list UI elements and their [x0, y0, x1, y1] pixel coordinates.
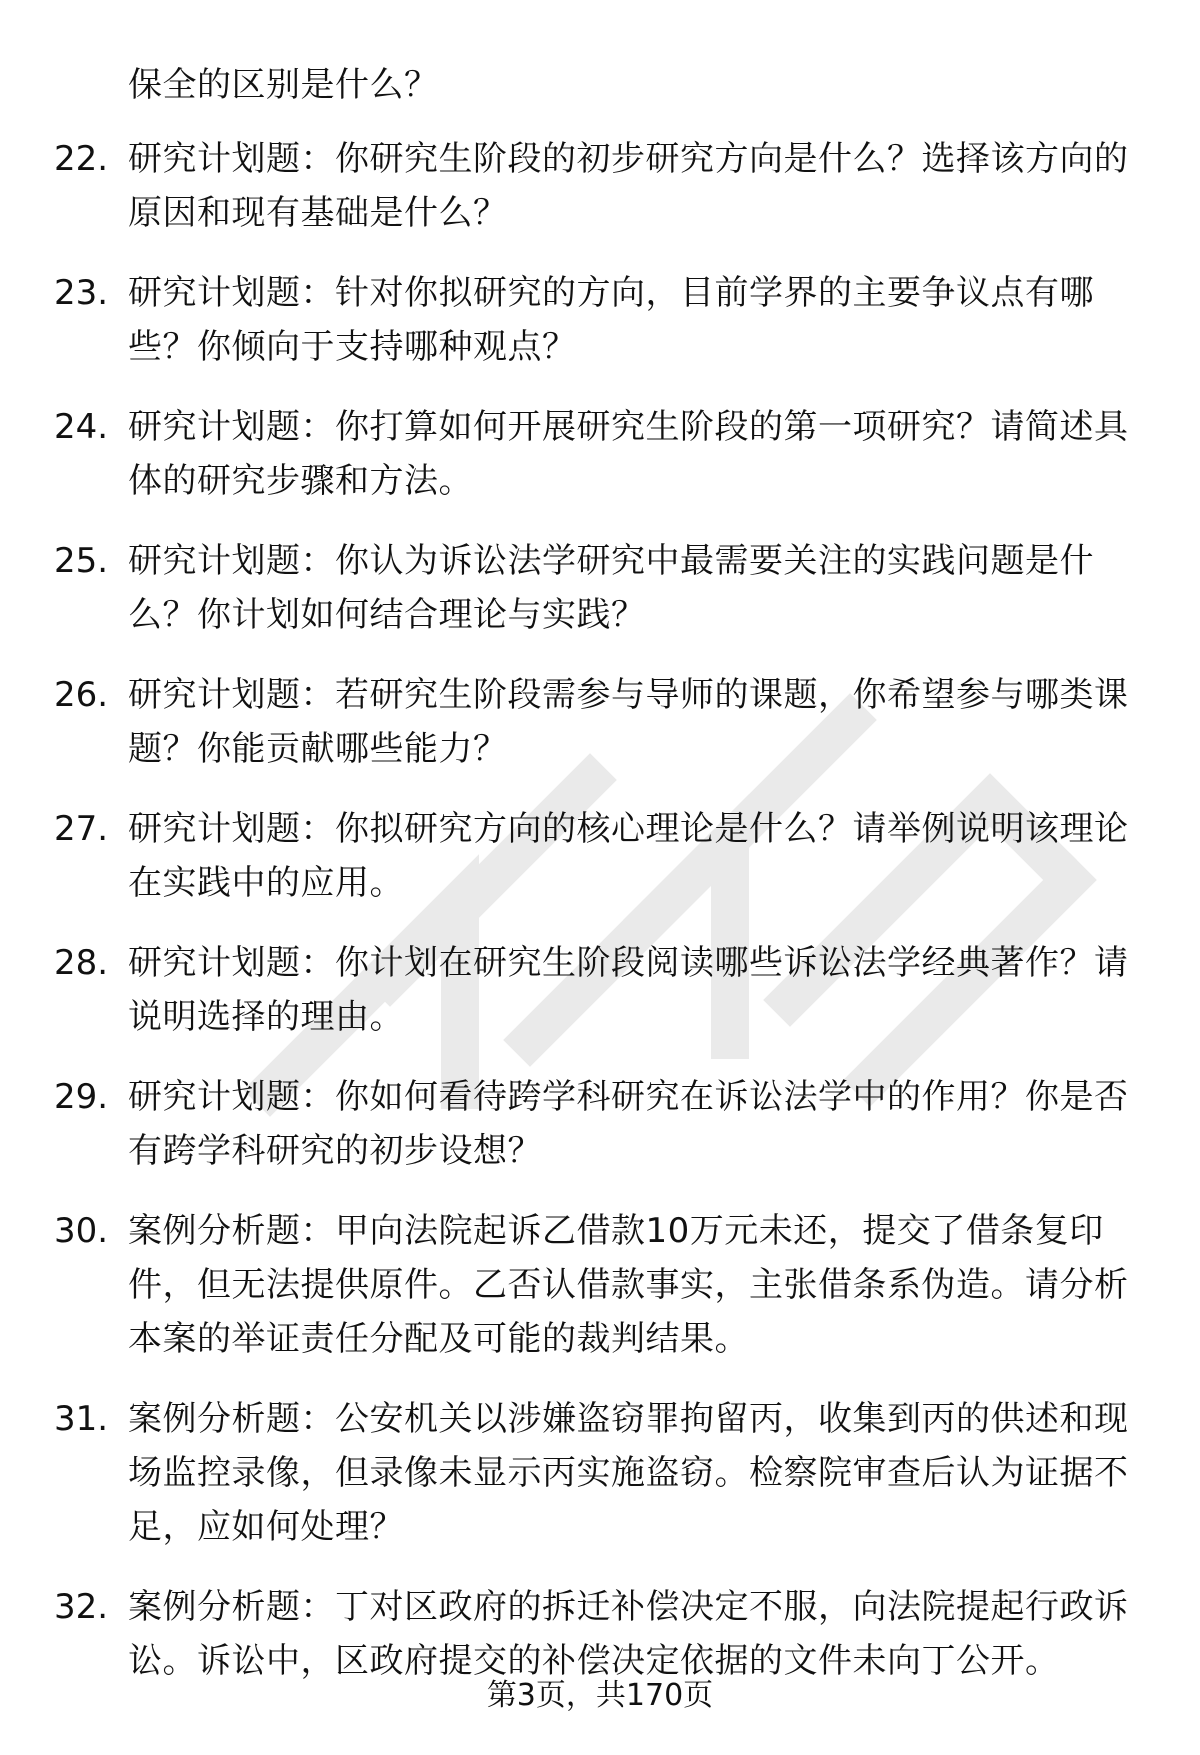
- question-text: 案例分析题：丁对区政府的拆迁补偿决定不服，向法院提起行政诉讼。诉讼中，区政府提交的补偿决定依据的文件未向丁公开。: [128, 1587, 1129, 1681]
- question-number: 28.: [54, 943, 109, 983]
- question-text: 研究计划题：针对你拟研究的方向，目前学界的主要争议点有哪些？你倾向于支持哪种观点？: [128, 273, 1094, 367]
- question-number: 29.: [54, 1077, 109, 1117]
- question-list: [0, 132, 1200, 1714]
- question-item-29: [0, 1070, 1200, 1178]
- question-number: 27.: [54, 809, 109, 849]
- question-number: 25.: [54, 541, 109, 581]
- question-item-30: [0, 1204, 1200, 1366]
- question-text: 案例分析题：公安机关以涉嫌盗窃罪拘留丙，收集到丙的供述和现场监控录像，但录像未显示丙实施盗窃。检察院审查后认为证据不足，应如何处理？: [128, 1399, 1129, 1547]
- question-number: 22.: [54, 139, 109, 179]
- question-text: 研究计划题：你认为诉讼法学研究中最需要关注的实践问题是什么？你计划如何结合理论与实践？: [128, 541, 1094, 635]
- question-number: 26.: [54, 675, 109, 715]
- question-text: 研究计划题：你如何看待跨学科研究在诉讼法学中的作用？你是否有跨学科研究的初步设想？: [128, 1077, 1129, 1171]
- question-item-24: [0, 400, 1200, 508]
- question-item-26: [0, 668, 1200, 776]
- question-text: 研究计划题：你研究生阶段的初步研究方向是什么？选择该方向的原因和现有基础是什么？: [128, 139, 1129, 233]
- question-number: 31.: [54, 1399, 109, 1439]
- question-item-23: [0, 266, 1200, 374]
- question-text: 案例分析题：甲向法院起诉乙借款10万元未还，提交了借条复印件，但无法提供原件。乙否认借款事实，主张借条系伪造。请分析本案的举证责任分配及可能的裁判结果。: [128, 1211, 1129, 1359]
- question-text: 研究计划题：你拟研究方向的核心理论是什么？请举例说明该理论在实践中的应用。: [128, 809, 1129, 903]
- question-text: 研究计划题：你计划在研究生阶段阅读哪些诉讼法学经典著作？请说明选择的理由。: [128, 943, 1129, 1037]
- page-footer: 第3页，共170页: [486, 1678, 714, 1713]
- question-item-32: [0, 1580, 1200, 1688]
- question-number: 30.: [54, 1211, 109, 1251]
- question-item-27: [0, 802, 1200, 910]
- question-item-22: [0, 132, 1200, 240]
- question-number: 32.: [54, 1587, 109, 1627]
- question-item-31: [0, 1392, 1200, 1554]
- question-item-28: [0, 936, 1200, 1044]
- question-text: 研究计划题：若研究生阶段需参与导师的课题，你希望参与哪类课题？你能贡献哪些能力？: [128, 675, 1129, 769]
- question-number: 23.: [54, 273, 109, 313]
- question-item-25: [0, 534, 1200, 642]
- continuation-text: 保全的区别是什么？: [128, 65, 439, 105]
- question-text: 研究计划题：你打算如何开展研究生阶段的第一项研究？请简述具体的研究步骤和方法。: [128, 407, 1129, 501]
- question-number: 24.: [54, 407, 109, 447]
